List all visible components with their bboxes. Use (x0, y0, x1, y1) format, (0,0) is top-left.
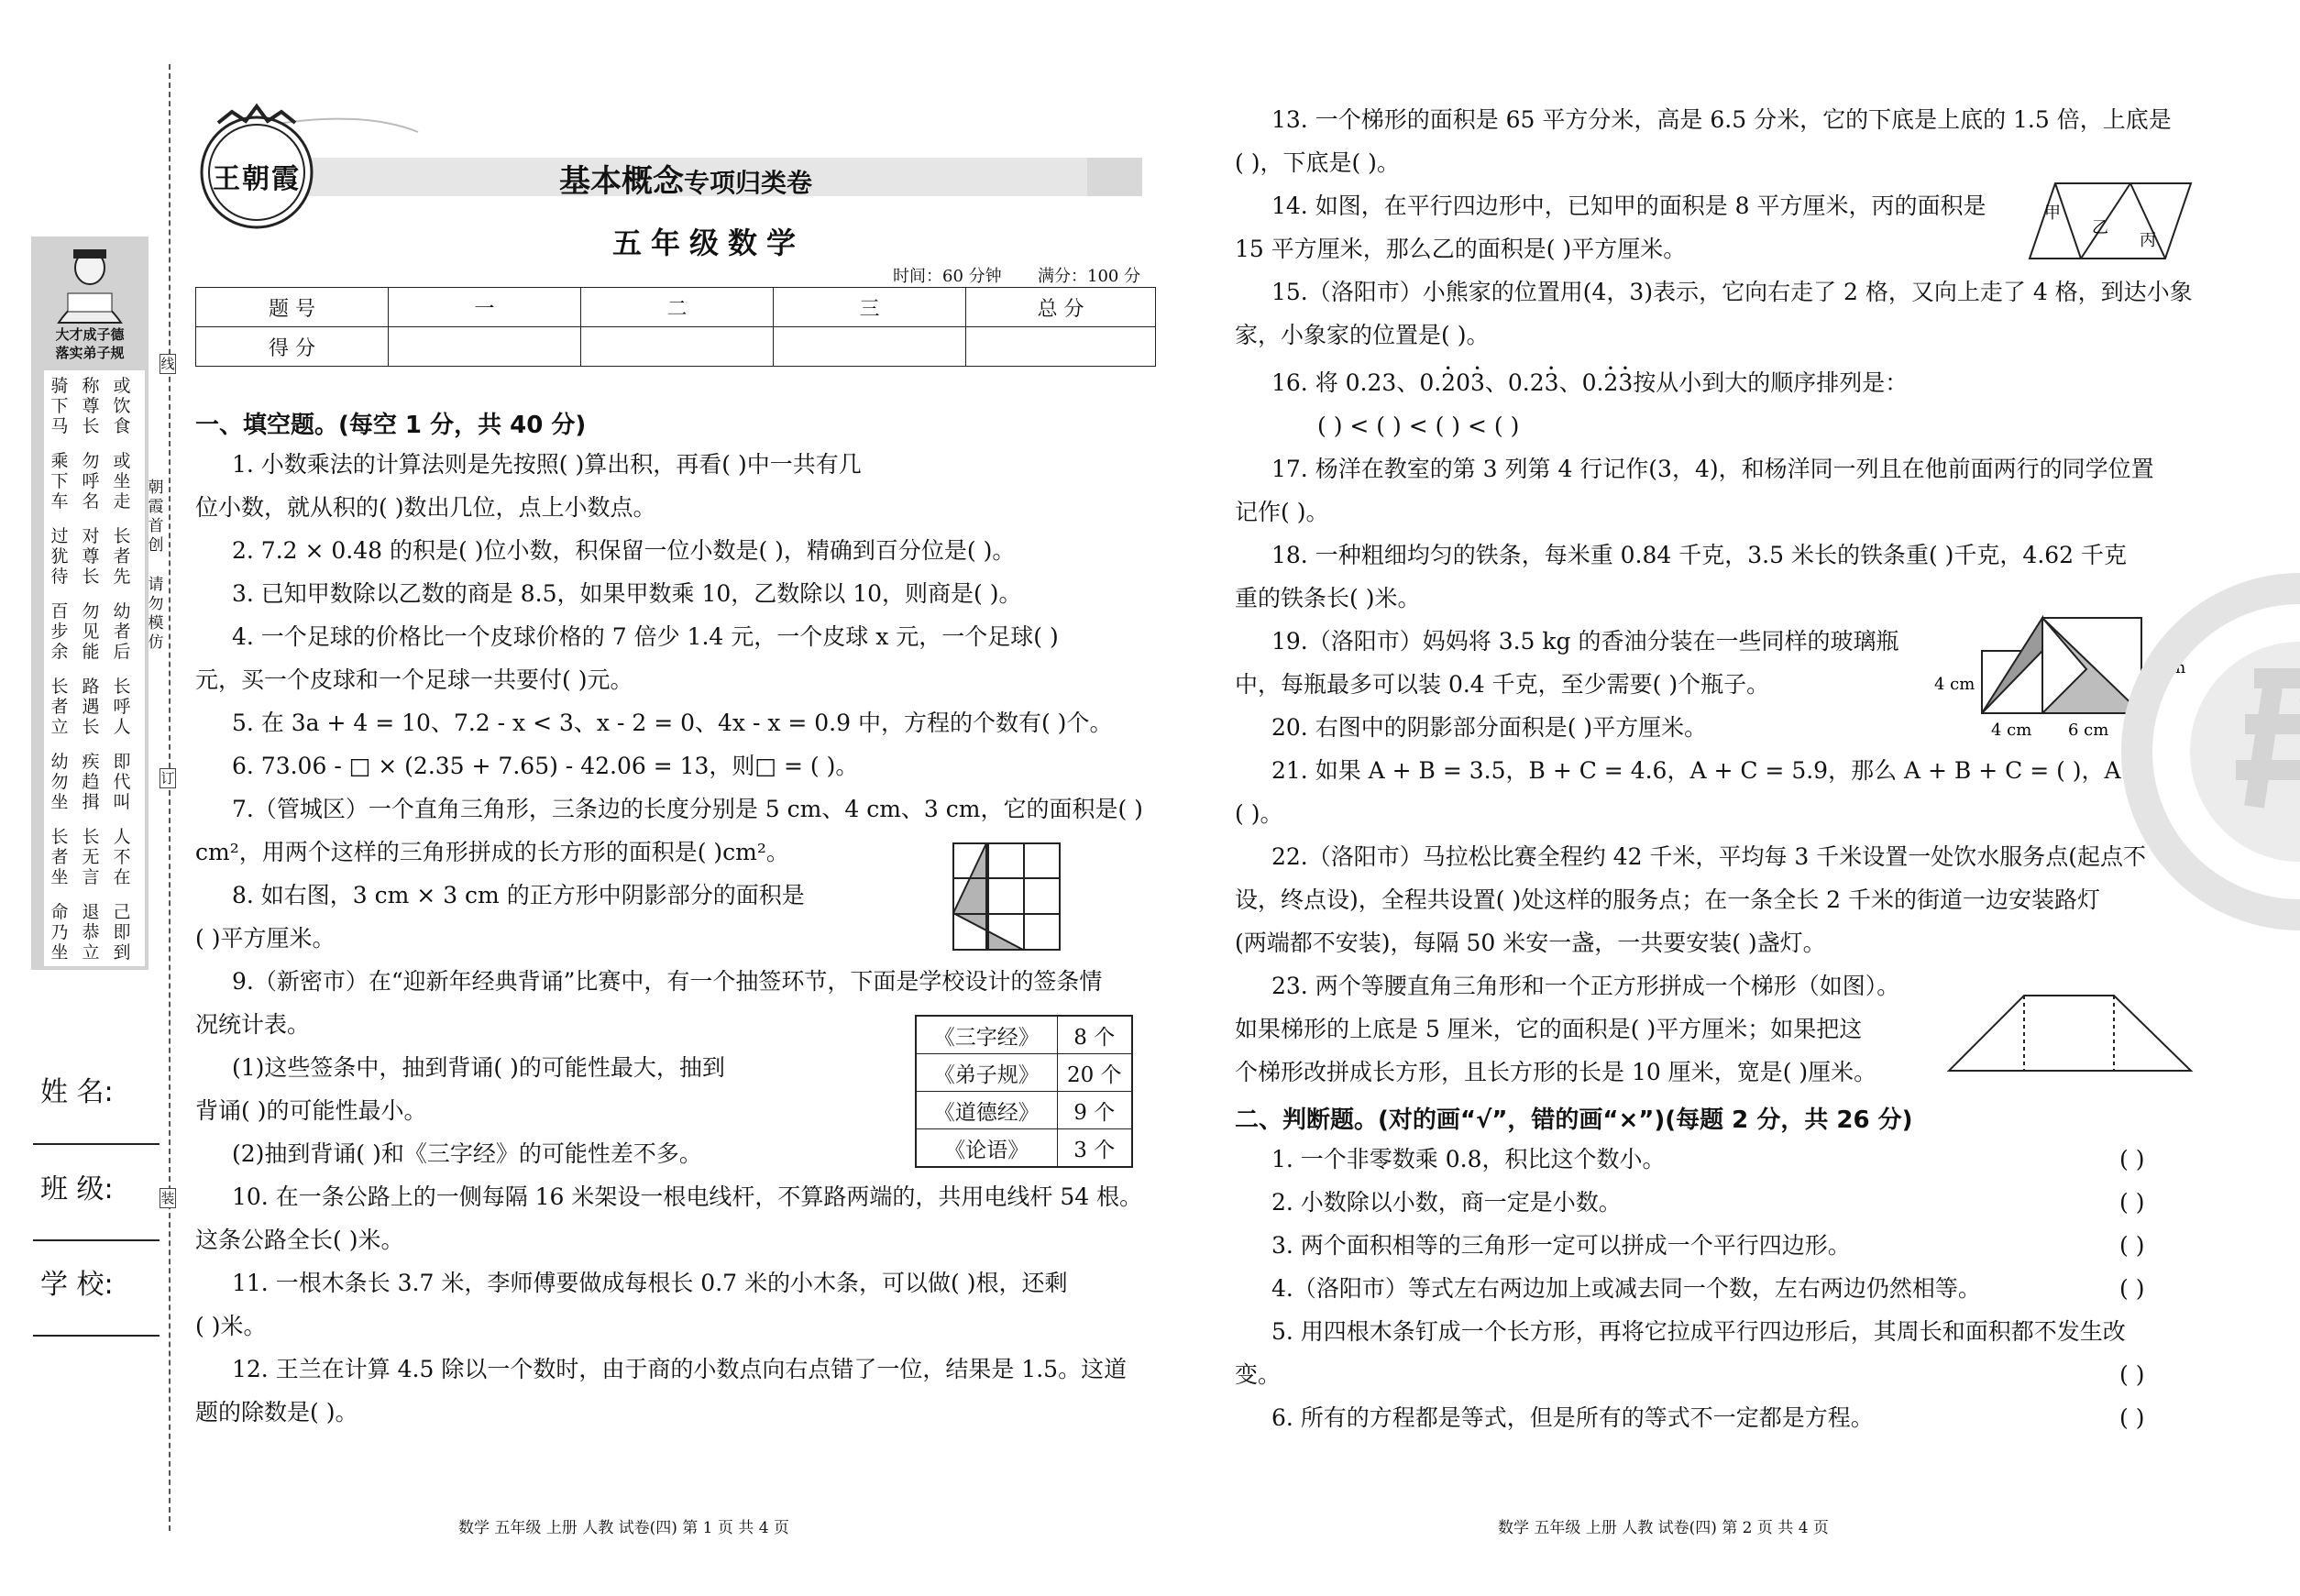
q23-line-2: 如果梯形的上底是 5 厘米，它的面积是( )平方厘米；如果把这 (1235, 1016, 1863, 1042)
q23-trapezoid-figure (1947, 992, 2195, 1084)
answer-bracket[interactable]: ( ) (2119, 1275, 2145, 1302)
poem-count: 9 个 (1057, 1092, 1132, 1129)
q16-text: 按从小到大的顺序排列是： (1633, 369, 1909, 396)
q15-line-1: 15.（洛阳市）小熊家的位置用(4，3)表示，它向右走了 2 格，又向上走了 4 格，到达小象 (1271, 279, 2193, 305)
strip-verse-column: 过犹待 (50, 526, 69, 587)
strip-verse-column: 长者立 (50, 677, 69, 737)
q22-line-3: (两端都不安装)，每隔 50 米安一盏，一共要安装( )盏灯。 (1235, 930, 1826, 956)
q8-grid-figure (952, 842, 1062, 952)
binding-mark-bind: 装 (160, 1190, 175, 1206)
q16-digit: • 2 (1603, 369, 1618, 398)
poem-count: 20 个 (1057, 1054, 1132, 1092)
answer-bracket[interactable]: ( ) (2119, 1232, 2145, 1259)
school-line[interactable] (33, 1335, 160, 1337)
score-cell[interactable] (774, 327, 966, 367)
poem-name: 《弟子规》 (916, 1054, 1057, 1092)
score-table (195, 287, 1156, 367)
q9-draw-table (915, 1015, 1133, 1168)
q13-line-1: 13. 一个梯形的面积是 65 平方分米，高是 6.5 分米，它的下底是上底的 1.5 倍，上底是 (1271, 106, 2172, 133)
q9-line-2: 况统计表。 (195, 1011, 311, 1038)
strip-verse-column: 幼勿坐 (50, 752, 69, 812)
fig14-label-b: 乙 (2092, 218, 2108, 237)
q1-line-2: 位小数，就从积的( )数出几位，点上小数点。 (195, 494, 656, 521)
q2: 2. 7.2 × 0.48 的积是( )位小数，积保留一位小数是( )，精确到百分位是( )。 (232, 537, 1016, 564)
q9-sub2: (2)抽到背诵( )和《三字经》的可能性差不多。 (232, 1140, 702, 1167)
q16-digit: • 3 (1545, 369, 1559, 398)
q16-digit: • 3 (1618, 369, 1633, 398)
binding-mark-line: 线 (160, 356, 175, 372)
time-info: 时间：60 分钟 (893, 267, 1002, 286)
judge-item: 3. 两个面积相等的三角形一定可以拼成一个平行四边形。 (1271, 1232, 1851, 1259)
fig20-label: 6 cm (2068, 721, 2109, 740)
score-cell[interactable] (966, 327, 1156, 367)
q14-line-1: 14. 如图，在平行四边形中，已知甲的面积是 8 平方厘米，丙的面积是 (1271, 193, 1986, 219)
fold-line (169, 64, 171, 1531)
answer-bracket[interactable]: ( ) (2119, 1146, 2145, 1172)
strip-verse-column: 己即到 (113, 902, 131, 963)
footer-page-2: 数学 五年级 上册 人教 试卷(四) 第 2 页 共 4 页 (1498, 1519, 1829, 1537)
q11-line-1: 11. 一根木条长 3.7 米，李师傅要做成每根长 0.7 米的小木条，可以做( )根，还剩 (232, 1270, 1068, 1296)
logo-text: 王朝霞 (213, 163, 301, 195)
binding-mark-order: 订 (160, 770, 175, 787)
strip-verse-column: 人不在 (113, 827, 131, 887)
q12-line-2: 题的除数是( )。 (195, 1399, 358, 1425)
strip-verse-column: 称尊长 (82, 376, 100, 436)
q21-line-2: ( )。 (1235, 800, 1283, 827)
strip-verse-column: 勿见能 (82, 601, 100, 662)
fig20-label: 6 cm (2145, 658, 2186, 677)
score-info: 满分：100 分 (1038, 267, 1141, 286)
strip-verse-column: 疾趋揖 (82, 752, 100, 812)
strip-verse-column: 长者先 (113, 526, 131, 587)
q13-line-2: ( )，下底是( )。 (1235, 149, 1400, 176)
q16-text: 、0.2 (1484, 369, 1545, 396)
q19-line-1: 19.（洛阳市）妈妈将 3.5 kg 的香油分装在一些同样的玻璃瓶 (1271, 628, 1899, 655)
q8-line-1: 8. 如右图，3 cm × 3 cm 的正方形中阴影部分的面积是 (232, 882, 805, 908)
school-label: 学 校: (40, 1269, 114, 1301)
table-row (916, 1092, 1132, 1129)
strip-verse-column: 或饮食 (113, 376, 131, 436)
judge-item: 5. 用四根木条钉成一个长方形，再将它拉成平行四边形后，其周长和面积都不发生改 (1271, 1318, 2126, 1345)
q9-sub1-line-1: (1)这些签条中，抽到背诵( )的可能性最大，抽到 (232, 1054, 725, 1081)
strip-verse-column: 退恭立 (82, 902, 100, 963)
strip-verse-column: 路遇长 (82, 677, 100, 737)
q20: 20. 右图中的阴影部分面积是( )平方厘米。 (1271, 714, 1708, 741)
poem-name: 《论语》 (916, 1129, 1057, 1168)
fig14-label-c: 丙 (2140, 231, 2156, 250)
q16-line-1 (1271, 369, 1908, 398)
section1-title: 一、填空题。(每空 1 分，共 40 分) (195, 412, 587, 439)
q7-line-1: 7.（管城区）一个直角三角形，三条边的长度分别是 5 cm、4 cm、3 cm，它的面积是( ) (232, 796, 1143, 822)
judge-item: 1. 一个非零数乘 0.8，积比这个数小。 (1271, 1146, 1666, 1172)
strip-verse-column: 长呼人 (113, 677, 131, 737)
exam-title-sub: 专项归类卷 (684, 168, 813, 198)
strip-verse-column: 骑下马 (50, 376, 69, 436)
strip-verse-column: 对尊长 (82, 526, 100, 587)
q16-digit: • 2 (1441, 369, 1456, 398)
score-table-score-row (196, 327, 1156, 367)
poem-count: 3 个 (1057, 1129, 1132, 1168)
strip-verse-column: 即代叫 (113, 752, 131, 812)
section2-title: 二、判断题。(对的画“√”，错的画“×”)(每题 2 分，共 26 分) (1235, 1106, 1913, 1134)
q9-line-1: 9.（新密市）在“迎新年经典背诵”比赛中，有一个抽签环节，下面是学校设计的签条情 (232, 968, 1103, 995)
q14-parallelogram-figure (2028, 182, 2193, 260)
strip-verse-column: 或坐走 (113, 451, 131, 512)
q11-line-2: ( )米。 (195, 1313, 267, 1339)
poem-name: 《道德经》 (916, 1092, 1057, 1129)
q1-line-1: 1. 小数乘法的计算法则是先按照( )算出积，再看( )中一共有几 (232, 451, 862, 478)
q10-line-1: 10. 在一条公路上的一侧每隔 16 米架设一根电线杆，不算路两端的，共用电线杆 54 根。 (232, 1183, 1143, 1210)
strip-verse-column: 命乃坐 (50, 902, 69, 963)
q22-line-1: 22.（洛阳市）马拉松比赛全程约 42 千米，平均每 3 千米设置一处饮水服务点(起点不 (1271, 843, 2147, 870)
score-header-cell: 三 (774, 288, 966, 327)
fig14-label-a: 甲 (2044, 204, 2061, 223)
footer-page-1: 数学 五年级 上册 人教 试卷(四) 第 1 页 共 4 页 (458, 1519, 789, 1537)
score-header-cell: 一 (389, 288, 581, 327)
strip-verse-column: 长者坐 (50, 827, 69, 887)
judge-item: 2. 小数除以小数，商一定是小数。 (1271, 1189, 1622, 1216)
side-text-original: 朝霞首创 (148, 479, 164, 555)
q23-line-1: 23. 两个等腰直角三角形和一个正方形拼成一个梯形（如图）。 (1271, 973, 1900, 999)
motto-line-2: 落实弟子规 (55, 345, 125, 361)
name-line[interactable] (33, 1143, 160, 1145)
exam-title (559, 156, 812, 201)
score-cell[interactable] (581, 327, 774, 367)
q17-line-2: 记作( )。 (1235, 499, 1329, 525)
q5: 5. 在 3a + 4 = 10、7.2 - x < 3、x - 2 = 0、4x - x = 0.9 中，方程的个数有( )个。 (232, 710, 1113, 736)
scholar-illustration (31, 240, 149, 325)
q7-line-2: cm²，用两个这样的三角形拼成的长方形的面积是( )cm²。 (195, 839, 789, 865)
class-label: 班 级: (40, 1173, 114, 1205)
motto-line-1: 大才成子德 (55, 326, 125, 343)
q18-line-2: 重的铁条长( )米。 (1235, 585, 1421, 611)
strip-verse-column: 长无言 (82, 827, 100, 887)
q16-text: 0 (1456, 369, 1470, 396)
table-row (916, 1129, 1132, 1168)
answer-bracket[interactable]: ( ) (2119, 1404, 2145, 1431)
q12-line-1: 12. 王兰在计算 4.5 除以一个数时，由于商的小数点向右点错了一位，结果是 1.5。这道 (232, 1356, 1128, 1382)
class-line[interactable] (33, 1239, 160, 1241)
poem-count: 8 个 (1057, 1016, 1132, 1054)
q19-line-2: 中，每瓶最多可以装 0.4 千克，至少需要( )个瓶子。 (1235, 671, 1770, 698)
poem-name: 《三字经》 (916, 1016, 1057, 1054)
q18-line-1: 18. 一种粗细均匀的铁条，每米重 0.84 千克，3.5 米长的铁条重( )千克，4.62 千克 (1271, 542, 2128, 568)
strip-verse-columns (44, 370, 145, 966)
q10-line-2: 这条公路全长( )米。 (195, 1227, 404, 1253)
side-text-no-copy: 请勿模仿 (148, 576, 164, 652)
score-row-label: 得 分 (196, 327, 389, 367)
score-table-header-row (196, 288, 1156, 327)
table-row (916, 1016, 1132, 1054)
q3: 3. 已知甲数除以乙数的商是 8.5，如果甲数乘 10，乙数除以 10，则商是( )。 (232, 580, 1022, 607)
q21-line-1: 21. 如果 A + B = 3.5，B + C = 4.6，A + C = 5.9，那么 A + B + C = ( )，A = (1271, 757, 2148, 784)
answer-bracket[interactable]: ( ) (2119, 1361, 2145, 1388)
score-header-cell: 总 分 (966, 288, 1156, 327)
judge-item-5-cont: 变。 (1235, 1361, 1282, 1388)
q16-text: 、0. (1558, 369, 1604, 396)
q15-line-2: 家，小象家的位置是( )。 (1235, 322, 1490, 348)
strip-verse-column: 勿呼名 (82, 451, 100, 512)
strip-verse-column: 幼者后 (113, 601, 131, 662)
q4-line-2: 元，买一个皮球和一个足球一共要付( )元。 (195, 666, 633, 693)
q16-text: 16. 将 0.23、0. (1271, 369, 1442, 396)
q22-line-2: 设，终点设)，全程共设置( )处这样的服务点；在一条全长 2 千米的街道一边安装路灯 (1235, 886, 2101, 913)
exam-subject: 五年级数学 (612, 226, 806, 260)
q8-line-2: ( )平方厘米。 (195, 925, 336, 952)
score-header-cell: 二 (581, 288, 774, 327)
judge-item: 4.（洛阳市）等式左右两边加上或减去同一个数，左右两边仍然相等。 (1271, 1275, 1981, 1302)
name-label: 姓 名: (40, 1076, 114, 1108)
strip-verse-column: 乘下车 (50, 451, 69, 512)
q14-line-2: 15 平方厘米，那么乙的面积是( )平方厘米。 (1235, 236, 1687, 262)
score-header-cell: 题 号 (196, 288, 389, 327)
fig20-label: 4 cm (1934, 675, 1975, 694)
left-motto-strip (31, 237, 149, 970)
score-cell[interactable] (389, 327, 581, 367)
judge-item: 6. 所有的方程都是等式，但是所有的等式不一定都是方程。 (1271, 1404, 1874, 1431)
q9-sub1-line-2: 背诵( )的可能性最小。 (195, 1097, 427, 1124)
q6: 6. 73.06 - □ × (2.35 + 7.65) - 42.06 = 13，则□ = ( )。 (232, 753, 859, 779)
q16-digit: • 3 (1470, 369, 1485, 398)
q23-line-3: 个梯形改拼成长方形，且长方形的长是 10 厘米，宽是( )厘米。 (1235, 1059, 1877, 1085)
watermark-seal (2117, 568, 2300, 935)
exam-title-main: 基本概念 (559, 163, 684, 200)
q16-line-2: ( ) < ( ) < ( ) < ( ) (1317, 413, 1520, 439)
q17-line-1: 17. 杨洋在教室的第 3 列第 4 行记作(3，4)，和杨洋同一列且在他前面两行的同学位置 (1271, 456, 2154, 482)
strip-verse-column: 百步余 (50, 601, 69, 662)
table-row (916, 1054, 1132, 1092)
fig20-label: 4 cm (1991, 721, 2032, 740)
q4-line-1: 4. 一个足球的价格比一个皮球价格的 7 倍少 1.4 元，一个皮球 x 元，一个足球( ) (232, 623, 1059, 650)
answer-bracket[interactable]: ( ) (2119, 1189, 2145, 1216)
